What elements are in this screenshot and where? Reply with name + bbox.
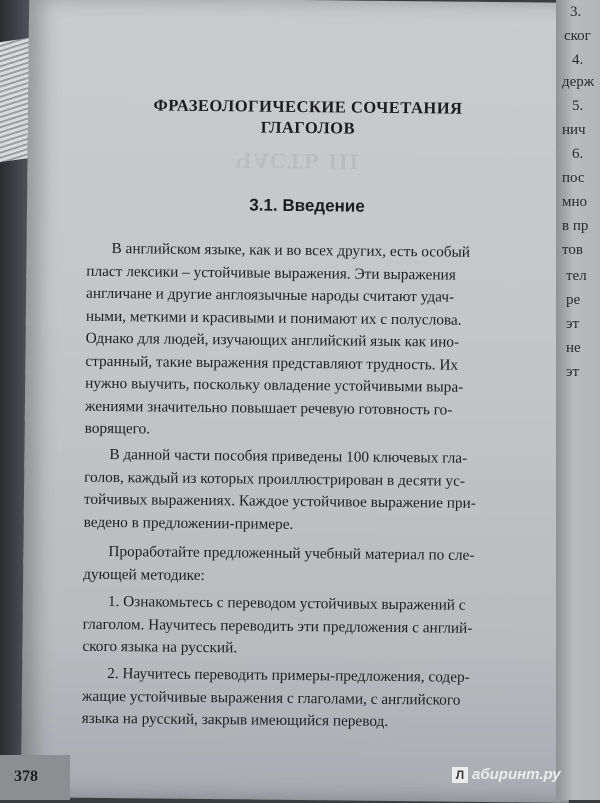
right-fragment: пос — [562, 170, 585, 186]
text-line: ными, меткими и красивыми и понимают их с полуслова. — [85, 307, 462, 329]
text-line: Однако для людей, изучающих английский язык как ино- — [85, 329, 460, 351]
text-line: ведено в предложении-примере. — [83, 513, 294, 533]
text-line: глаголом. Научитесь переводить эти предложения с англий- — [82, 615, 473, 637]
paragraph-4 — [82, 591, 533, 663]
text-line: ворящего. — [84, 419, 151, 438]
logo-text: абиринт.ру — [472, 766, 561, 783]
paragraph-5 — [82, 663, 533, 735]
text-line: Проработайте предложенный учебный материал по сле- — [108, 543, 475, 564]
right-fragment: тел — [566, 268, 587, 284]
paragraph-2 — [84, 444, 535, 539]
text-line: пласт лексики – устойчивые выражения. Эти выражения — [86, 262, 456, 284]
text-line: 2. Научитесь переводить примеры-предложения, содер- — [107, 665, 470, 686]
labirint-logo-icon: Л — [452, 767, 468, 783]
page-edges — [0, 38, 30, 162]
right-fragment: тов — [562, 242, 583, 258]
watermark-logo — [452, 766, 561, 783]
section-heading: 3.1. Введение — [249, 195, 365, 216]
text-line: жениями значительно повышает речевую готовность го- — [84, 397, 453, 419]
paragraph-1 — [85, 238, 537, 445]
right-fragment: 5. — [572, 98, 584, 114]
text-line: странный, такие выражения представляют трудность. Их — [85, 352, 459, 374]
text-line: В английском языке, как и во всех других, есть особый — [111, 240, 471, 261]
text-line: голов, каждый из которых проиллюстрирован в десяти ус- — [84, 468, 466, 490]
right-fragment: эт — [566, 316, 579, 332]
right-fragment: эт — [566, 364, 579, 380]
title-line-2: ГЛАГОЛОВ — [260, 117, 356, 138]
text-line: жащие устойчивые выражения с глаголами, с английского — [81, 687, 461, 709]
right-fragment: 3. — [570, 4, 582, 20]
right-fragment: 6. — [572, 146, 584, 162]
paragraph-3 — [83, 541, 533, 591]
book-page — [21, 0, 577, 803]
right-fragment: 4. — [572, 52, 584, 68]
page-number: 378 — [14, 768, 38, 785]
right-fragment: в пр — [562, 218, 589, 234]
text-line: тойчивых выражениях. Каждое устойчивое выражение при- — [83, 490, 476, 512]
page-title — [118, 94, 498, 140]
right-fragment: нич — [562, 122, 586, 138]
text-line: 1. Ознакомьтесь с переводом устойчивых выражений с — [107, 593, 466, 614]
adjacent-page — [556, 0, 600, 800]
right-fragment: держ — [562, 74, 595, 90]
watermark-heading: ЧАСТЬ III — [234, 148, 361, 175]
text-line: ского языка на русский. — [82, 637, 238, 657]
right-fragment: ског — [564, 28, 591, 44]
text-line: нужно выучить, поскольку овладение устойчивыми выра- — [85, 374, 464, 396]
text-line: языка на русский, закрыв имеющийся перевод. — [81, 709, 389, 730]
title-line-1: ФРАЗЕОЛОГИЧЕСКИЕ СОЧЕТАНИЯ — [153, 95, 463, 118]
text-line: англичане и другие англоязычные народы считают удач- — [86, 284, 455, 306]
right-fragment: ре — [566, 292, 581, 308]
right-fragment: мно — [562, 194, 588, 210]
right-fragment: не — [566, 340, 581, 356]
text-line: дующей методике: — [83, 565, 205, 584]
text-line: В данной части пособия приведены 100 ключевых гла- — [109, 446, 468, 467]
